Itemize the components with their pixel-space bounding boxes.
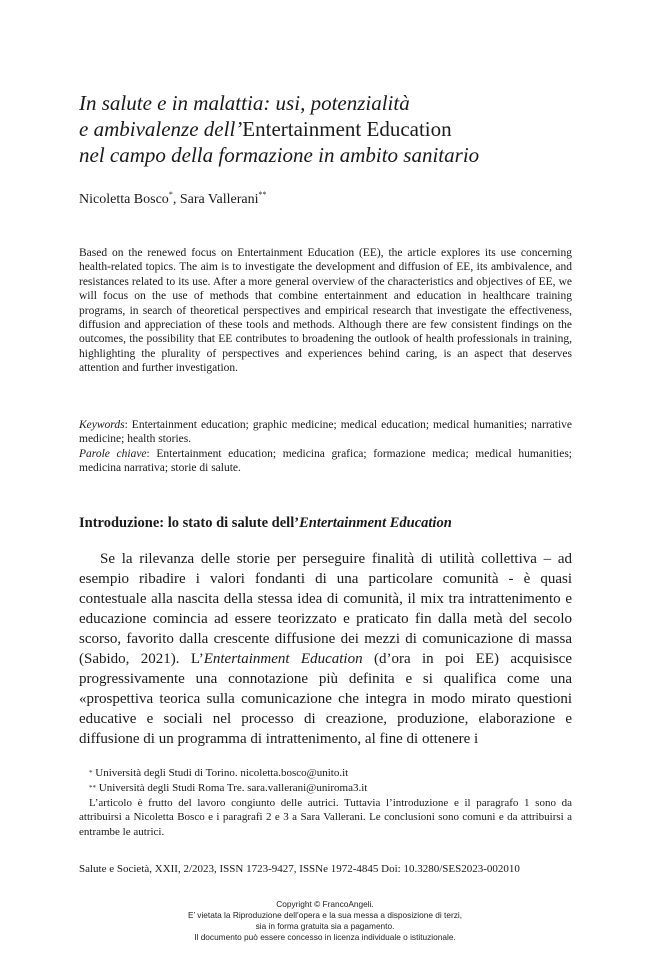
title-line-1: In salute e in malattia: usi, potenzialità [79, 91, 410, 115]
journal-citation: Salute e Società, XXII, 2/2023, ISSN 1723-9427, ISSNe 1972-4845 Doi: 10.3280/SES2023-002010 [79, 863, 520, 875]
footnote-2: ** Università degli Studi Roma Tre. sara.vallerani@uniroma3.it [89, 782, 368, 794]
author-list: Nicoletta Bosco*, Sara Vallerani** [79, 190, 267, 207]
footnote-1: * Università degli Studi di Torino. nicoletta.bosco@unito.it [89, 767, 349, 779]
body-paragraph: Se la rilevanza delle storie per perseguire finalità di utilità collettiva – ad esempio ribadire i valori fondanti di una particolare comunità - è quasi contestuale alla nascita della stessa idea di comunità, il mix tra intrattenimento e educazione comincia ad essere teorizzato e praticato fin dalla metà del secolo scorso, favorito dalla crescente diffusione dei mezzi di comunicazione di massa (Sabido, 2021). L’Entertainment Education (d’ora in poi EE) acquisisce progressivamente una connotazione più definita e si qualifica come una «prospettiva teorica sulla comunicazione che integra in modo mirato questioni educative e sociali nel processo di creazione, produzione, elaborazione e diffusione di un programma di intrattenimento, al fine di ottenere i [79, 551, 572, 747]
author-name: Nicoletta Bosco [79, 192, 169, 207]
title-line-3: nel campo della formazione in ambito sanitario [79, 143, 480, 167]
footnote-note: L’articolo è frutto del lavoro congiunto delle autrici. Tuttavia l’introduzione e il paragrafo 1 sono da attribuirsi a Nicoletta Bosco e i paragrafi 2 e 3 a Sara Vallerani. Le conclusioni sono comuni e da attribuirsi a entrambe le autrici. [79, 797, 572, 838]
footnote-marker[interactable]: * [168, 190, 173, 199]
title-line-2: e ambivalenze dell’Entertainment Education [79, 117, 452, 141]
abstract: Based on the renewed focus on Entertainment Education (EE), the article explores its use concerning health-related topics. The aim is to investigate the development and diffusion of EE, its ambivalence, and resistances related to its use. After a more general overview of the characteristics and objectives of EE, we will focus on the use of methods that combine entertainment and education in healthcare training programs, in search of theoretical perspectives and empirical research that investigate the effectiveness, diffusion and appreciation of these tools and methods. Although there are few consistent findings on the outcomes, the possibility that EE contributes to broadening the outlook of health professionals in training, highlighting the plurality of perspectives and experiences behind caring, is an aspect that deserves attention and further investigation. [79, 247, 572, 375]
footnote-marker[interactable]: ** [258, 190, 267, 199]
parole-chiave: Parole chiave: Entertainment education; medicina grafica; formazione medica; medical humanities; medicina narrativa; storie di salute. [79, 448, 572, 475]
keywords: Keywords: Entertainment education; graphic medicine; medical education; medical humanities; narrative medicine; health stories. [79, 419, 572, 446]
section-heading: Introduzione: lo stato di salute dell’Entertainment Education [79, 515, 452, 531]
parole-chiave-label: Parole chiave [79, 448, 147, 460]
article-title [79, 90, 579, 168]
copyright-notice: Copyright © FrancoAngeli. E’ vietata la Riproduzione dell’opera e la sua messa a disposizione di terzi, sia in forma gratuita sia a pagamento. Il documento può essere concesso in licenza individuale o istituzionale. [187, 899, 463, 942]
keywords-label: Keywords [79, 419, 125, 431]
author-name: Sara Vallerani [179, 192, 259, 207]
